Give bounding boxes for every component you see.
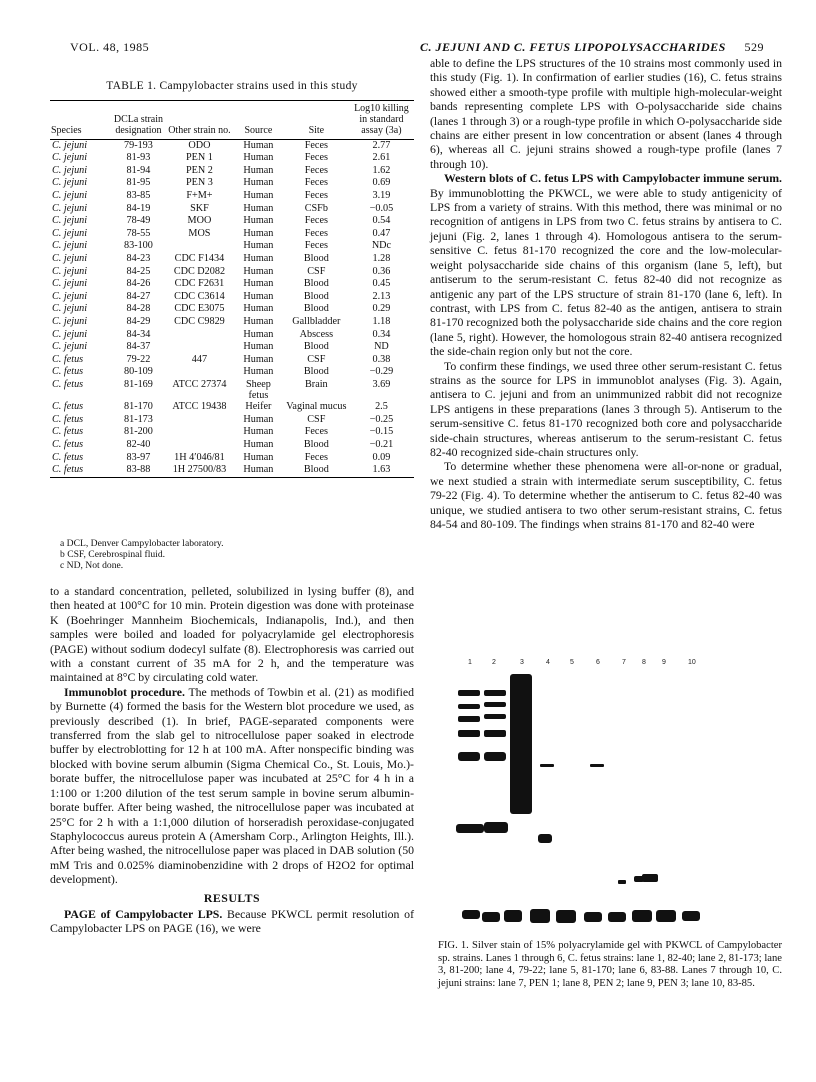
cell-other: PEN 1: [185, 152, 213, 164]
cell-source: Human: [243, 240, 274, 252]
immunoblot-paragraph: [50, 685, 414, 887]
cell-killing: ND: [374, 341, 389, 353]
page-text: Because PKWCL permit resolution of Campylobacter LPS on PAGE (16), we were: [50, 906, 414, 936]
col-killing: Log10 killing in standard assay (3a): [354, 103, 409, 137]
lane-label-7: 7: [622, 659, 626, 666]
cell-source: Human: [243, 227, 274, 239]
western-blot-paragraph: [430, 171, 782, 358]
immunoblot-text: The methods of Towbin et al. (21) as modified by Burnette (4) formed the basis for the Western blot procedure we used, as previously described (1). In brief, PAGE-separated components were transferred from the slab gel to nitrocellulose paper soaked in electrode buffer by electroblotting for 12 h at 100 mA. After nonspecific binding was blocked with bovine serum albumin (Sigma Chemical Co., St. Louis, Mo.)-borate buffer, the nitrocellulose paper was incubated at 25°C for 4 h in a 1:100 or 1:200 dilution of the test serum sample in bovine serum albumin-borate buffer. After being washed, the nitrocellulose paper was incubated at 25°C for 2 h with a 1:1,000 dilution of horseradish peroxidase-conjugated Staphylococcus aureus protein A (Amersham Corp., Arlington Heights, Ill.). After being washed, the nitrocellulose paper was placed in DAB solution (50 mM Tris and 0.025% diaminobenzidine with 2 drops of H2O2 for optimal development).: [50, 684, 414, 887]
cell-site: Feces: [304, 215, 328, 227]
band: [590, 764, 604, 767]
cell-site: Feces: [304, 164, 328, 176]
band: [458, 730, 480, 737]
cell-dcl: 84-25: [126, 265, 151, 277]
methods-paragraph: to a standard concentration, pelleted, solubilized in lysing buffer (8), and then heated at 100°C for 10 min. Protein digestion was done with proteinase K (Boehringer Mannheim Biochemicals, Indianapolis, Ind.), and then samples were boiled and loaded for polyacrylamide gel electrophoresis (PAGE) without sodium dodecyl sulfate (8). Electrophoresis was carried out with a constant current of 35 mA for 2 h, and the temperature was maintained at 8°C by circulating cold water.: [50, 584, 414, 685]
cell-species: C. jejuni: [52, 278, 88, 290]
cell-killing: 2.77: [372, 139, 391, 151]
band: [682, 911, 700, 921]
cell-site: Blood: [303, 278, 329, 290]
immunoblot-heading: Immunoblot procedure.: [64, 684, 185, 699]
cell-source: Human: [243, 278, 274, 290]
cell-site: Feces: [304, 189, 328, 201]
table-row: [50, 203, 414, 216]
band: [458, 690, 480, 696]
table-row: [50, 139, 414, 152]
cell-dcl: 82-40: [126, 439, 151, 451]
cell-killing: 3.69: [372, 378, 391, 390]
cell-dcl: 84-37: [126, 341, 151, 353]
cell-other: [166, 329, 233, 342]
band: [556, 910, 576, 923]
cell-killing: 2.13: [372, 290, 391, 302]
cell-species: C. jejuni: [52, 164, 88, 176]
cell-other: [166, 240, 233, 253]
cell-species: C. jejuni: [52, 240, 88, 252]
cell-species: C. fetus: [52, 353, 84, 365]
results-heading: RESULTS: [203, 890, 261, 905]
determine-paragraph: To determine whether these phenomena were all-or-none or gradual, we next studied a strain with intermediate serum susceptibility, C. fetus 79-22 (Fig. 4). To determine whether the antiserum to C. fetus 82-40 was unique, we studied antisera to two other serum-resistant strains, C. fetus 84-54 and 80-109. The findings when strains 81-170 and 82-40 were: [430, 459, 782, 531]
cell-species: C. fetus: [52, 378, 84, 390]
table-row: [50, 341, 414, 354]
cell-dcl: 83-100: [124, 240, 153, 252]
cell-killing: 2.5: [375, 401, 388, 413]
cell-other: 447: [191, 353, 208, 365]
cell-source: Human: [243, 303, 274, 315]
band: [484, 702, 506, 707]
cell-other: 1H 27500/83: [172, 464, 227, 476]
cell-killing: −0.21: [369, 439, 394, 451]
cell-killing: −0.25: [369, 413, 394, 425]
cell-other: 1H 4′046/81: [174, 451, 225, 463]
cell-other: [166, 426, 233, 439]
band-smear: [510, 674, 532, 814]
cell-source: Human: [243, 152, 274, 164]
footnote-c: c ND, Not done.: [60, 560, 124, 571]
cell-dcl: 78-49: [126, 215, 151, 227]
cell-dcl: 81-200: [124, 426, 153, 438]
table-row: [50, 165, 414, 178]
cell-species: C. jejuni: [52, 315, 88, 327]
cell-site: CSFb: [304, 202, 328, 214]
running-header-volume: VOL. 48, 1985: [70, 40, 150, 54]
cell-site: Gallbladder: [292, 315, 341, 327]
cell-other: SKF: [190, 202, 209, 214]
cell-killing: 1.28: [372, 252, 391, 264]
cell-killing: −0.15: [369, 426, 394, 438]
cell-dcl: 78-55: [126, 227, 151, 239]
cell-site: Feces: [304, 152, 328, 164]
table-row: [50, 379, 414, 401]
table-row: [50, 401, 414, 414]
cell-other: ODO: [188, 139, 211, 151]
table-row: [50, 278, 414, 291]
table-row: [50, 329, 414, 342]
cell-killing: 0.69: [372, 177, 391, 189]
cell-other: [166, 366, 233, 379]
band: [458, 716, 480, 722]
cell-species: C. jejuni: [52, 341, 88, 353]
cell-site: CSF: [307, 265, 326, 277]
cell-other: [166, 341, 233, 354]
cell-dcl: 83-88: [126, 464, 151, 476]
lane-label-6: 6: [596, 659, 600, 666]
cell-killing: 3.19: [372, 189, 391, 201]
cell-killing: 0.09: [372, 451, 391, 463]
cell-dcl: 84-29: [126, 315, 151, 327]
table-row: [50, 215, 414, 228]
cell-killing: 0.47: [372, 227, 391, 239]
cell-species: C. jejuni: [52, 139, 88, 151]
table-row: [50, 266, 414, 279]
table-row: [50, 291, 414, 304]
cell-species: C. fetus: [52, 439, 84, 451]
cell-dcl: 84-27: [126, 290, 151, 302]
col-species: Species: [51, 125, 82, 137]
cell-other: CDC F2631: [174, 278, 225, 290]
gel-bands: [456, 674, 700, 923]
cell-species: C. fetus: [52, 366, 84, 378]
cell-other: [166, 414, 233, 427]
cell-dcl: 81-93: [126, 152, 151, 164]
cell-source: Human: [243, 202, 274, 214]
band: [484, 690, 506, 696]
lane-label-10: 10: [688, 659, 696, 666]
lane-label-4: 4: [546, 659, 550, 666]
cell-other: CDC E3075: [174, 303, 225, 315]
right-column: [430, 56, 782, 531]
band: [540, 764, 554, 767]
cell-site: CSF: [307, 353, 326, 365]
lps-structures-paragraph: able to define the LPS structures of the 10 strains most commonly used in this study (Fig. 1). In confirmation of earlier studies (16), C. fetus strains showed either a smooth-type profile with multiple high-molecular-weight bands representing complete LPS with O-polysaccharide side chains (lanes 1 through 3) or a rough-type profile in which O-polysaccharide side chains are either present in low concentration or absent (lanes 4 through 6), whereas all C. jejuni strains showed a rough-type profile (lanes 7 through 10).: [430, 56, 782, 171]
cell-site: Blood: [303, 464, 329, 476]
cell-source: Human: [243, 265, 274, 277]
cell-source: Human: [243, 177, 274, 189]
cell-source: Human: [243, 426, 274, 438]
cell-killing: 0.54: [372, 215, 391, 227]
band: [608, 912, 626, 922]
cell-dcl: 83-97: [126, 451, 151, 463]
cell-species: C. fetus: [52, 464, 84, 476]
band: [462, 910, 480, 919]
cell-species: C. fetus: [52, 401, 84, 413]
cell-killing: 0.29: [372, 303, 391, 315]
lane-label-1: 1: [468, 659, 472, 666]
cell-dcl: 81-169: [124, 378, 153, 390]
band: [458, 704, 480, 709]
table-row: [50, 316, 414, 329]
cell-dcl: 79-193: [124, 139, 153, 151]
cell-source: Human: [243, 315, 274, 327]
col-source: Source: [244, 125, 273, 137]
figure-caption: FIG. 1. Silver stain of 15% polyacrylamide gel with PKWCL of Campylobacter sp. strains. Lanes 1 through 6, C. fetus strains: lane 1, 82-40; lane 2, 81-173; lane 3, 81-200; lane 4, 79-22; lane 5, 81-170; lane 6, 83-88. Lanes 7 through 10, C. jejuni strains: lane 7, PEN 1; lane 8, PEN 2; lane 9, PEN 3; lane 10, 83-85.: [438, 940, 782, 989]
cell-source: Human: [243, 328, 274, 340]
cell-dcl: 83-85: [126, 189, 151, 201]
cell-source: Human: [243, 366, 274, 378]
cell-source: Human: [243, 139, 274, 151]
table-row: [50, 439, 414, 452]
cell-killing: 2.61: [372, 152, 391, 164]
cell-killing: 1.18: [372, 315, 391, 327]
band: [504, 910, 522, 922]
band: [584, 912, 602, 922]
cell-other: CDC C9829: [174, 315, 225, 327]
page-number: 529: [744, 40, 764, 54]
cell-source: Human: [243, 164, 274, 176]
running-header-title: C. JEJUNI AND C. FETUS LIPOPOLYSACCHARIDES: [420, 40, 726, 54]
cell-source: Heifer: [245, 401, 272, 413]
cell-killing: 0.34: [372, 328, 391, 340]
cell-other: PEN 2: [185, 164, 213, 176]
cell-dcl: 79-22: [126, 353, 151, 365]
cell-dcl: 84-23: [126, 252, 151, 264]
cell-dcl: 84-34: [126, 328, 151, 340]
cell-species: C. jejuni: [52, 328, 88, 340]
table-caption: TABLE 1. Campylobacter strains used in this study: [106, 80, 358, 92]
table-row: [50, 228, 414, 241]
cell-species: C. jejuni: [52, 227, 88, 239]
figure-1-gel: [438, 652, 738, 937]
cell-species: C. fetus: [52, 451, 84, 463]
cell-other: ATCC 19438: [172, 401, 227, 413]
cell-source: Human: [243, 189, 274, 201]
cell-killing: −0.29: [369, 366, 394, 378]
strains-table: [50, 100, 414, 478]
table-row: [50, 152, 414, 165]
cell-species: C. jejuni: [52, 303, 88, 315]
cell-site: Feces: [304, 227, 328, 239]
left-column: [50, 584, 414, 936]
cell-site: Feces: [304, 139, 328, 151]
cell-source: Human: [243, 215, 274, 227]
table-row: [50, 464, 414, 477]
cell-species: C. jejuni: [52, 265, 88, 277]
lane-label-9: 9: [662, 659, 666, 666]
band: [530, 909, 550, 923]
cell-site: Blood: [303, 366, 329, 378]
lane-label-5: 5: [570, 659, 574, 666]
table-header-row: [50, 101, 414, 140]
table-row: [50, 414, 414, 427]
band: [482, 912, 500, 922]
cell-killing: 1.62: [372, 164, 391, 176]
cell-source: Human: [243, 439, 274, 451]
cell-dcl: 84-19: [126, 202, 151, 214]
cell-source: Human: [243, 451, 274, 463]
footnote-a: a DCL, Denver Campylobacter laboratory.: [60, 538, 224, 549]
cell-site: Blood: [303, 290, 329, 302]
table-row: [50, 240, 414, 253]
cell-site: Feces: [304, 426, 328, 438]
cell-source: Human: [243, 353, 274, 365]
confirm-paragraph: To confirm these findings, we used three other serum-resistant C. fetus strains as the source for LPS in immunoblot analyses (Fig. 3). Again, antisera to C. jejuni and from an unimmunized rabbit did not recognize LPS antigens in these preparations (lanes 3 through 5). Antiserum to the serum-sensitive C. fetus 81-170 recognized both core and polysaccharide side-chain structures, whereas antiserum to the serum-resistant C. fetus 82-40 recognized side-chain structures only.: [430, 358, 782, 459]
table-row: [50, 190, 414, 203]
band: [456, 824, 484, 833]
cell-source: Human: [243, 290, 274, 302]
table-row: [50, 253, 414, 266]
col-site: Site: [308, 125, 325, 137]
western-blot-text: By immunoblotting the PKWCL, we were able to study antigenicity of LPS from a variety of strains. With this method, there was minimal or no recognition of antigens in LPS from two C. fetus strains by antisera to C. jejuni (Fig. 2, lanes 1 through 4). Homologous antisera to the serum-sensitive C. fetus 81-170 recognized the core and the low-molecular-weight polysaccharide side chains of this organism (lane 5, left), but antiserum to the serum-resistant C. fetus 82-40 did not recognize as antigenic any part of the LPS structure of strain 81-170 (lane 6, left). In contrast, with LPS from C. fetus 82-40 as the antigen, antisera to strain 81-170 recognized both the polysaccharide side chains and the core region (lane 5, right). However, the homologous strain 82-40 antisera recognized the side-chain region only but not the core.: [430, 185, 782, 359]
lane-label-3: 3: [520, 659, 524, 666]
band: [484, 730, 506, 737]
cell-species: C. jejuni: [52, 152, 88, 164]
cell-dcl: 84-28: [126, 303, 151, 315]
cell-dcl: 81-170: [124, 401, 153, 413]
table-row: [50, 366, 414, 379]
cell-site: Feces: [304, 240, 328, 252]
cell-source: Human: [243, 464, 274, 476]
lane-label-8: 8: [642, 659, 646, 666]
cell-species: C. jejuni: [52, 252, 88, 264]
band: [618, 880, 626, 884]
col-other: Other strain no.: [168, 125, 231, 137]
band: [642, 874, 658, 882]
cell-other: CDC C3614: [174, 290, 225, 302]
cell-dcl: 81-95: [126, 177, 151, 189]
page-heading: PAGE of Campylobacter LPS.: [64, 906, 223, 921]
table-row: [50, 426, 414, 439]
cell-site: Brain: [305, 378, 328, 390]
cell-site: Vaginal mucus: [286, 401, 347, 413]
cell-killing: 0.45: [372, 278, 391, 290]
cell-site: Blood: [303, 252, 329, 264]
band: [538, 834, 552, 843]
cell-source: Human: [243, 413, 274, 425]
cell-other: ATCC 27374: [172, 378, 227, 390]
cell-dcl: 81-94: [126, 164, 151, 176]
cell-site: Blood: [303, 439, 329, 451]
band: [484, 752, 506, 761]
cell-source: Sheep fetus: [245, 378, 271, 402]
cell-species: C. fetus: [52, 413, 84, 425]
cell-species: C. jejuni: [52, 189, 88, 201]
page-paragraph: [50, 907, 414, 936]
cell-site: Blood: [303, 341, 329, 353]
cell-site: Feces: [304, 451, 328, 463]
cell-source: Human: [243, 252, 274, 264]
cell-site: Feces: [304, 177, 328, 189]
cell-other: MOS: [188, 227, 211, 239]
cell-species: C. jejuni: [52, 177, 88, 189]
band: [458, 752, 480, 761]
lane-label-2: 2: [492, 659, 496, 666]
table-row: [50, 177, 414, 190]
cell-killing: 1.63: [372, 464, 391, 476]
table-row: [50, 452, 414, 465]
cell-other: F+M+: [186, 189, 213, 201]
table-row: [50, 354, 414, 367]
band: [656, 910, 676, 922]
col-dcl: DCLa strain designation: [113, 114, 164, 137]
cell-site: Abscess: [299, 328, 334, 340]
band: [484, 714, 506, 719]
cell-other: [166, 439, 233, 452]
cell-site: CSF: [307, 413, 326, 425]
cell-killing: −0.05: [369, 202, 394, 214]
footnote-b: b CSF, Cerebrospinal fluid.: [60, 549, 166, 560]
cell-species: C. jejuni: [52, 215, 88, 227]
band: [632, 910, 652, 922]
cell-other: MOO: [187, 215, 212, 227]
gel-image: [438, 652, 738, 937]
cell-source: Human: [243, 341, 274, 353]
cell-dcl: 84-26: [126, 278, 151, 290]
cell-dcl: 81-173: [124, 413, 153, 425]
table-row: [50, 303, 414, 316]
cell-other: CDC F1434: [174, 252, 225, 264]
cell-other: CDC D2082: [173, 265, 226, 277]
cell-other: PEN 3: [185, 177, 213, 189]
cell-killing: 0.36: [372, 265, 391, 277]
cell-killing: NDc: [371, 240, 392, 252]
table-body: [50, 139, 414, 477]
band: [484, 822, 508, 833]
western-blot-heading: Western blots of C. fetus LPS with Campylobacter immune serum.: [444, 171, 782, 186]
cell-killing: 0.38: [372, 353, 391, 365]
cell-dcl: 80-109: [124, 366, 153, 378]
cell-species: C. jejuni: [52, 202, 88, 214]
cell-species: C. fetus: [52, 426, 84, 438]
cell-site: Blood: [303, 303, 329, 315]
cell-species: C. jejuni: [52, 290, 88, 302]
